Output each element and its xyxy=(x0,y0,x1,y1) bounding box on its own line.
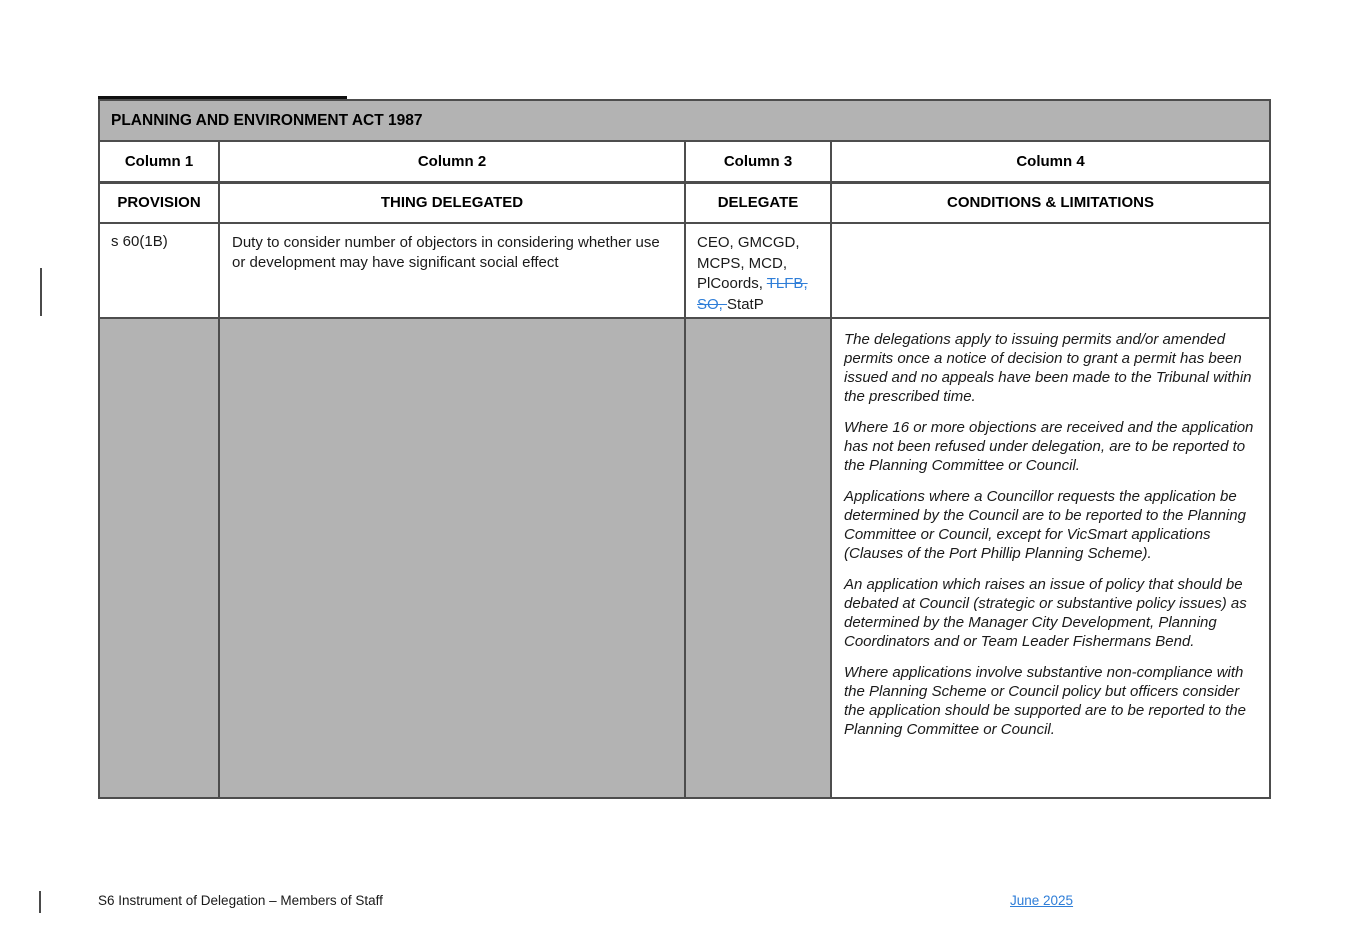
thing-delegated-cell: Duty to consider number of objectors in considering whether use or development may have significant social effect xyxy=(219,223,685,318)
conditions-paragraph: Applications where a Councillor requests the application be determined by the Council are to be reported to the Planning Committee or Council, except for VicSmart applications (Clauses of the Port Phillip Planning Scheme). xyxy=(844,488,1246,562)
conditions-limitations-header: CONDITIONS & LIMITATIONS xyxy=(831,182,1270,223)
footer-date-link[interactable]: June 2025 xyxy=(1010,893,1074,908)
conditions-paragraph: The delegations apply to issuing permits and/or amended permits once a notice of decision to grant a permit has been issued and no appeals have been made to the Tribunal within the prescribed time. xyxy=(844,331,1252,405)
shaded-conditions-row xyxy=(99,318,1270,798)
column-header-row xyxy=(99,141,1270,182)
delegate-cell xyxy=(685,223,831,318)
column-1-header: Column 1 xyxy=(99,141,219,182)
delegate-text: CEO, GMCGD, MCPS, MCD, PlCoords, xyxy=(697,234,800,293)
conditions-limitations-cell xyxy=(831,318,1270,798)
shaded-delegate-cell xyxy=(685,318,831,798)
provision-cell: s 60(1B) xyxy=(99,223,219,318)
thing-delegated-header: THING DELEGATED xyxy=(219,182,685,223)
column-3-header: Column 3 xyxy=(685,141,831,182)
footer-document-title: S6 Instrument of Delegation – Members of Staff xyxy=(98,893,383,908)
deleted-delegate-text: TLFB, xyxy=(766,275,808,293)
tracked-change-bar-delegate-row xyxy=(40,268,42,316)
provision-header: PROVISION xyxy=(99,182,219,223)
delegation-table xyxy=(98,99,1271,799)
deleted-delegate-text: SO, xyxy=(697,296,728,314)
tracked-change-bar-footer xyxy=(39,891,41,913)
column-4-header: Column 4 xyxy=(831,141,1270,182)
table-row xyxy=(99,223,1270,318)
column-2-header: Column 2 xyxy=(219,141,685,182)
act-title-row xyxy=(99,100,1270,141)
shaded-provision-cell xyxy=(99,318,219,798)
conditions-paragraph: Where applications involve substantive non-compliance with the Planning Scheme or Council policy but officers consider the application should be supported are to be reported to the Planning Committee or Council. xyxy=(844,664,1246,738)
delegate-text: StatP xyxy=(727,296,764,314)
conditions-paragraph: An application which raises an issue of policy that should be debated at Council (strategic or substantive policy issues) as determined by the Manager City Development, Planning Coordinators and or Team Leader Fishermans Bend. xyxy=(844,576,1247,650)
conditions-cell-empty xyxy=(831,223,1270,318)
act-title: PLANNING AND ENVIRONMENT ACT 1987 xyxy=(99,100,1270,141)
field-header-row xyxy=(99,182,1270,223)
delegate-header: DELEGATE xyxy=(685,182,831,223)
conditions-paragraph: Where 16 or more objections are received and the application has not been refused under delegation, are to be reported to the Planning Committee or Council. xyxy=(844,419,1254,474)
shaded-thing-delegated-cell xyxy=(219,318,685,798)
